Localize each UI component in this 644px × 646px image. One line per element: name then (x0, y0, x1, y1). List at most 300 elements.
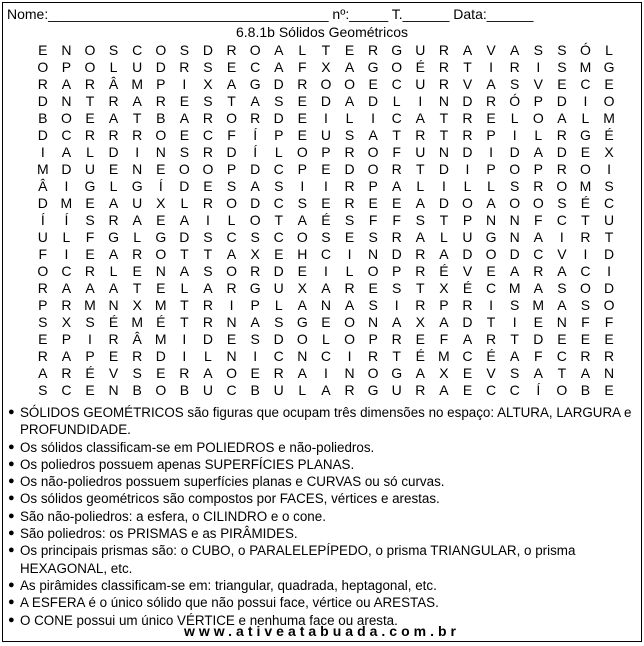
grid-letter[interactable]: O (509, 161, 521, 177)
grid-letter[interactable]: A (533, 280, 543, 296)
grid-letter[interactable]: D (61, 161, 72, 177)
grid-letter[interactable]: N (155, 263, 166, 279)
grid-letter[interactable]: E (462, 365, 473, 381)
grid-letter[interactable]: M (60, 195, 73, 211)
grid-letter[interactable]: I (323, 110, 328, 126)
grid-letter[interactable]: T (581, 212, 590, 228)
grid-letter[interactable]: R (202, 110, 214, 126)
grid-letter[interactable]: M (532, 297, 545, 313)
grid-letter[interactable]: D (509, 144, 520, 160)
grid-letter[interactable]: A (344, 93, 355, 109)
grid-letter[interactable]: O (485, 246, 497, 262)
grid-letter[interactable]: O (296, 229, 308, 245)
grid-letter[interactable]: A (557, 263, 567, 279)
grid-letter[interactable]: O (556, 178, 568, 194)
grid-letter[interactable]: R (250, 263, 261, 279)
grid-letter[interactable]: X (203, 76, 213, 92)
grid-letter[interactable]: F (439, 331, 449, 347)
grid-letter[interactable]: R (580, 348, 591, 364)
grid-letter[interactable]: S (203, 229, 213, 245)
grid-letter[interactable]: I (347, 348, 352, 364)
grid-letter[interactable]: A (439, 246, 449, 262)
grid-letter[interactable]: S (368, 297, 378, 313)
grid-letter[interactable]: L (605, 42, 613, 58)
grid-letter[interactable]: A (392, 178, 402, 194)
grid-letter[interactable]: A (132, 212, 142, 228)
grid-letter[interactable]: D (273, 76, 284, 92)
grid-letter[interactable]: E (557, 76, 567, 92)
grid-letter[interactable]: T (604, 229, 614, 245)
grid-letter[interactable]: R (462, 127, 473, 143)
grid-letter[interactable]: I (441, 178, 446, 194)
grid-letter[interactable]: D (462, 314, 473, 330)
grid-letter[interactable]: S (85, 314, 95, 330)
grid-letter[interactable]: O (84, 59, 96, 75)
grid-letter[interactable]: Â (132, 331, 142, 347)
grid-letter[interactable]: S (510, 178, 520, 194)
grid-letter[interactable]: P (321, 144, 331, 160)
grid-letter[interactable]: O (509, 195, 521, 211)
grid-letter[interactable]: U (84, 161, 96, 177)
grid-letter[interactable]: R (132, 127, 143, 143)
grid-letter[interactable]: O (391, 59, 403, 75)
grid-letter[interactable]: E (38, 42, 48, 58)
grid-letter[interactable]: D (438, 161, 449, 177)
grid-letter[interactable]: A (179, 212, 190, 228)
grid-letter[interactable]: O (37, 59, 49, 75)
grid-letter[interactable]: A (61, 348, 72, 364)
grid-letter[interactable]: C (320, 348, 331, 364)
grid-letter[interactable]: D (273, 331, 284, 347)
grid-letter[interactable]: U (415, 144, 426, 160)
grid-letter[interactable]: E (368, 280, 378, 296)
grid-letter[interactable]: P (486, 161, 496, 177)
grid-letter[interactable]: D (509, 246, 520, 262)
grid-letter[interactable]: I (536, 59, 541, 75)
grid-letter[interactable]: L (487, 178, 495, 194)
grid-letter[interactable]: T (274, 212, 284, 228)
grid-letter[interactable]: R (108, 331, 119, 347)
grid-letter[interactable]: E (321, 314, 331, 330)
grid-letter[interactable]: A (533, 365, 543, 381)
grid-letter[interactable]: O (296, 144, 308, 160)
grid-letter[interactable]: C (533, 246, 544, 262)
grid-letter[interactable]: C (226, 382, 237, 398)
grid-letter[interactable]: A (415, 365, 425, 381)
grid-letter[interactable]: S (557, 59, 567, 75)
grid-letter[interactable]: A (108, 110, 119, 126)
grid-letter[interactable]: I (64, 246, 69, 262)
grid-letter[interactable]: S (203, 93, 213, 109)
grid-letter[interactable]: N (226, 314, 237, 330)
grid-letter[interactable]: D (344, 161, 355, 177)
grid-letter[interactable]: O (320, 76, 332, 92)
grid-letter[interactable]: O (37, 263, 49, 279)
grid-letter[interactable]: U (415, 42, 426, 58)
grid-letter[interactable]: D (320, 93, 331, 109)
grid-letter[interactable]: R (415, 127, 426, 143)
grid-letter[interactable]: C (273, 161, 284, 177)
grid-letter[interactable]: E (604, 331, 614, 347)
grid-letter[interactable]: É (462, 280, 473, 296)
grid-letter[interactable]: S (510, 365, 520, 381)
grid-letter[interactable]: S (580, 297, 591, 313)
grid-letter[interactable]: V (462, 263, 473, 279)
grid-letter[interactable]: L (298, 42, 307, 58)
grid-letter[interactable]: R (37, 348, 48, 364)
grid-letter[interactable]: I (182, 331, 187, 347)
grid-letter[interactable]: O (532, 110, 544, 126)
grid-letter[interactable]: A (203, 280, 213, 296)
grid-letter[interactable]: R (132, 348, 143, 364)
grid-letter[interactable]: T (463, 59, 472, 75)
grid-letter[interactable]: U (37, 229, 48, 245)
grid-letter[interactable]: O (178, 161, 190, 177)
grid-letter[interactable]: R (509, 59, 520, 75)
grid-letter[interactable]: R (84, 127, 96, 143)
grid-letter[interactable]: U (391, 382, 402, 398)
grid-letter[interactable]: A (557, 110, 567, 126)
grid-letter[interactable]: R (462, 297, 473, 313)
grid-letter[interactable]: O (84, 42, 96, 58)
grid-letter[interactable]: A (510, 348, 520, 364)
grid-letter[interactable]: A (510, 42, 520, 58)
grid-letter[interactable]: R (391, 331, 402, 347)
grid-letter[interactable]: V (557, 246, 567, 262)
grid-letter[interactable]: X (156, 195, 166, 211)
grid-letter[interactable]: A (415, 229, 425, 245)
grid-letter[interactable]: S (557, 195, 567, 211)
grid-letter[interactable]: D (462, 93, 473, 109)
grid-letter[interactable]: G (249, 76, 261, 92)
grid-letter[interactable]: S (297, 195, 307, 211)
grid-letter[interactable]: C (61, 382, 72, 398)
grid-letter[interactable]: R (108, 212, 119, 228)
grid-letter[interactable]: A (392, 314, 402, 330)
grid-letter[interactable]: R (226, 42, 237, 58)
grid-letter[interactable]: C (391, 110, 402, 126)
grid-letter[interactable]: A (61, 280, 72, 296)
grid-letter[interactable]: L (274, 144, 283, 160)
grid-letter[interactable]: E (226, 59, 237, 75)
grid-letter[interactable]: D (273, 263, 284, 279)
grid-letter[interactable]: M (36, 161, 49, 177)
grid-letter[interactable]: L (581, 110, 590, 126)
grid-letter[interactable]: N (438, 144, 449, 160)
grid-letter[interactable]: I (607, 161, 611, 177)
grid-letter[interactable]: U (415, 76, 426, 92)
grid-letter[interactable]: S (38, 314, 48, 330)
grid-letter[interactable]: Í (536, 382, 541, 398)
grid-letter[interactable]: D (533, 331, 544, 347)
grid-letter[interactable]: R (84, 76, 96, 92)
grid-letter[interactable]: E (415, 331, 425, 347)
grid-letter[interactable]: R (415, 263, 426, 279)
grid-letter[interactable]: T (180, 246, 189, 262)
grid-letter[interactable]: L (322, 331, 330, 347)
grid-letter[interactable]: N (368, 246, 379, 262)
grid-letter[interactable]: I (418, 93, 423, 109)
grid-letter[interactable]: T (180, 314, 189, 330)
grid-letter[interactable]: S (321, 229, 331, 245)
grid-letter[interactable]: T (439, 110, 449, 126)
grid-letter[interactable]: R (580, 229, 591, 245)
grid-letter[interactable]: D (556, 93, 567, 109)
grid-letter[interactable]: A (297, 297, 307, 313)
grid-letter[interactable]: I (64, 178, 69, 194)
grid-letter[interactable]: L (204, 348, 212, 364)
grid-letter[interactable]: É (156, 314, 166, 330)
grid-letter[interactable]: R (391, 229, 402, 245)
grid-letter[interactable]: L (298, 382, 307, 398)
grid-letter[interactable]: O (344, 76, 355, 92)
grid-letter[interactable]: S (604, 178, 614, 194)
grid-letter[interactable]: P (462, 212, 473, 228)
grid-letter[interactable]: P (368, 331, 378, 347)
grid-letter[interactable]: C (603, 195, 615, 211)
grid-letter[interactable]: A (250, 93, 260, 109)
grid-letter[interactable]: L (345, 110, 354, 126)
grid-letter[interactable]: N (556, 314, 567, 330)
grid-letter[interactable]: S (132, 365, 142, 381)
grid-letter[interactable]: D (155, 348, 166, 364)
grid-letter[interactable]: N (108, 382, 119, 398)
grid-letter[interactable]: X (604, 144, 614, 160)
grid-letter[interactable]: D (250, 161, 261, 177)
grid-letter[interactable]: E (604, 76, 614, 92)
grid-letter[interactable]: F (85, 229, 95, 245)
grid-letter[interactable]: G (131, 178, 143, 194)
grid-letter[interactable]: É (604, 127, 614, 143)
grid-letter[interactable]: G (155, 229, 167, 245)
grid-letter[interactable]: R (37, 280, 48, 296)
grid-letter[interactable]: G (603, 59, 615, 75)
grid-letter[interactable]: D (462, 246, 473, 262)
grid-letter[interactable]: C (556, 212, 567, 228)
grid-letter[interactable]: G (391, 42, 403, 58)
grid-letter[interactable]: R (344, 280, 355, 296)
grid-letter[interactable]: Í (253, 127, 258, 143)
grid-letter[interactable]: P (297, 161, 307, 177)
grid-letter[interactable]: A (108, 195, 119, 211)
grid-letter[interactable]: R (132, 246, 143, 262)
grid-letter[interactable]: R (415, 246, 426, 262)
grid-letter[interactable]: A (533, 144, 543, 160)
grid-letter[interactable]: E (156, 365, 166, 381)
grid-letter[interactable]: O (155, 42, 167, 58)
grid-letter[interactable]: L (109, 178, 118, 194)
grid-letter[interactable]: E (604, 382, 614, 398)
grid-letter[interactable]: C (320, 246, 331, 262)
grid-letter[interactable]: F (368, 212, 378, 228)
grid-letter[interactable]: P (274, 127, 284, 143)
grid-letter[interactable]: E (368, 195, 378, 211)
grid-letter[interactable]: F (298, 59, 307, 75)
grid-letter[interactable]: L (109, 59, 118, 75)
grid-letter[interactable]: E (297, 110, 307, 126)
grid-letter[interactable]: I (465, 161, 470, 177)
grid-letter[interactable]: L (133, 229, 142, 245)
grid-letter[interactable]: A (108, 246, 119, 262)
grid-letter[interactable]: L (86, 144, 94, 160)
grid-letter[interactable]: A (226, 76, 237, 92)
grid-letter[interactable]: T (439, 127, 449, 143)
grid-letter[interactable]: X (61, 314, 72, 330)
grid-letter[interactable]: S (557, 280, 567, 296)
grid-letter[interactable]: M (131, 314, 143, 330)
grid-letter[interactable]: O (226, 263, 237, 279)
grid-letter[interactable]: E (486, 263, 496, 279)
grid-letter[interactable]: R (179, 365, 190, 381)
grid-letter[interactable]: T (392, 127, 401, 143)
grid-letter[interactable]: F (392, 144, 401, 160)
grid-letter[interactable]: O (155, 382, 167, 398)
grid-letter[interactable]: G (108, 229, 120, 245)
grid-letter[interactable]: O (226, 365, 237, 381)
grid-letter[interactable]: E (85, 195, 95, 211)
grid-letter[interactable]: S (392, 280, 402, 296)
grid-letter[interactable]: É (415, 348, 425, 364)
grid-letter[interactable]: S (179, 144, 190, 160)
grid-letter[interactable]: I (583, 246, 588, 262)
grid-letter[interactable]: I (512, 314, 517, 330)
grid-letter[interactable]: R (202, 144, 214, 160)
grid-letter[interactable]: S (108, 42, 119, 58)
grid-letter[interactable]: T (557, 365, 567, 381)
grid-letter[interactable]: R (108, 93, 119, 109)
grid-letter[interactable]: D (179, 178, 190, 194)
grid-letter[interactable]: L (416, 178, 425, 194)
grid-letter[interactable]: V (486, 42, 496, 58)
grid-letter[interactable]: S (274, 314, 284, 330)
grid-letter[interactable]: N (61, 93, 72, 109)
grid-letter[interactable]: V (462, 76, 473, 92)
grid-letter[interactable]: S (250, 229, 260, 245)
grid-letter[interactable]: P (533, 93, 543, 109)
grid-letter[interactable]: S (533, 42, 543, 58)
grid-letter[interactable]: C (273, 229, 284, 245)
grid-letter[interactable]: E (580, 144, 591, 160)
grid-letter[interactable]: R (486, 93, 497, 109)
grid-letter[interactable]: D (391, 246, 402, 262)
grid-letter[interactable]: N (108, 297, 119, 313)
grid-letter[interactable]: L (463, 178, 472, 194)
grid-letter[interactable]: L (510, 110, 519, 126)
grid-letter[interactable]: F (533, 212, 543, 228)
grid-letter[interactable]: R (202, 195, 214, 211)
grid-letter[interactable]: T (203, 246, 213, 262)
grid-letter[interactable]: I (40, 144, 45, 160)
grid-letter[interactable]: O (367, 263, 379, 279)
grid-letter[interactable]: C (462, 348, 473, 364)
grid-letter[interactable]: L (227, 212, 236, 228)
grid-letter[interactable]: C (273, 348, 284, 364)
grid-letter[interactable]: S (510, 297, 520, 313)
grid-letter[interactable]: A (297, 365, 307, 381)
grid-letter[interactable]: D (37, 195, 48, 211)
grid-letter[interactable]: O (226, 195, 237, 211)
grid-letter[interactable]: O (202, 161, 214, 177)
grid-letter[interactable]: C (202, 127, 214, 143)
grid-letter[interactable]: I (182, 76, 187, 92)
grid-letter[interactable]: I (253, 348, 258, 364)
grid-letter[interactable]: É (486, 348, 496, 364)
grid-letter[interactable]: S (250, 331, 260, 347)
grid-letter[interactable]: A (226, 246, 237, 262)
grid-letter[interactable]: O (344, 331, 355, 347)
grid-letter[interactable]: V (533, 76, 543, 92)
grid-letter[interactable]: A (486, 195, 496, 211)
grid-letter[interactable]: Í (253, 144, 258, 160)
grid-letter[interactable]: Í (158, 178, 163, 194)
grid-letter[interactable]: V (108, 365, 119, 381)
grid-letter[interactable]: S (415, 212, 425, 228)
grid-letter[interactable]: O (226, 110, 237, 126)
grid-letter[interactable]: L (274, 297, 283, 313)
grid-letter[interactable]: S (368, 229, 378, 245)
grid-letter[interactable]: B (156, 110, 166, 126)
grid-letter[interactable]: I (88, 331, 92, 347)
grid-letter[interactable]: S (274, 178, 284, 194)
grid-letter[interactable]: A (85, 280, 95, 296)
grid-letter[interactable]: L (109, 263, 118, 279)
grid-letter[interactable]: Â (38, 178, 48, 194)
grid-letter[interactable]: N (155, 144, 166, 160)
grid-letter[interactable]: U (273, 280, 284, 296)
grid-letter[interactable]: C (391, 76, 402, 92)
grid-letter[interactable]: G (391, 365, 403, 381)
grid-letter[interactable]: É (321, 212, 331, 228)
grid-letter[interactable]: C (486, 280, 497, 296)
grid-letter[interactable]: E (179, 127, 190, 143)
grid-letter[interactable]: O (296, 331, 308, 347)
grid-letter[interactable]: L (180, 195, 189, 211)
grid-letter[interactable]: D (603, 280, 615, 296)
grid-letter[interactable]: T (132, 110, 142, 126)
grid-letter[interactable]: C (250, 59, 261, 75)
grid-letter[interactable]: D (250, 195, 261, 211)
grid-letter[interactable]: R (61, 365, 72, 381)
grid-letter[interactable]: E (392, 195, 402, 211)
grid-letter[interactable]: E (297, 263, 307, 279)
grid-letter[interactable]: E (274, 246, 284, 262)
grid-letter[interactable]: E (38, 331, 48, 347)
grid-letter[interactable]: I (489, 297, 494, 313)
grid-letter[interactable]: A (415, 110, 425, 126)
grid-letter[interactable]: A (321, 382, 331, 398)
grid-letter[interactable]: E (344, 229, 355, 245)
grid-letter[interactable]: H (297, 246, 308, 262)
grid-letter[interactable]: É (580, 195, 591, 211)
grid-letter[interactable]: D (438, 195, 449, 211)
grid-letter[interactable]: I (323, 365, 328, 381)
grid-letter[interactable]: U (462, 229, 473, 245)
grid-letter[interactable]: E (486, 110, 496, 126)
grid-letter[interactable]: D (108, 144, 119, 160)
grid-letter[interactable]: C (486, 382, 497, 398)
grid-letter[interactable]: T (416, 161, 425, 177)
grid-letter[interactable]: M (84, 297, 96, 313)
grid-letter[interactable]: C (132, 42, 143, 58)
grid-letter[interactable]: R (297, 76, 308, 92)
grid-letter[interactable]: É (439, 263, 449, 279)
grid-letter[interactable]: E (250, 365, 260, 381)
grid-letter[interactable]: R (179, 59, 190, 75)
grid-letter[interactable]: E (368, 76, 378, 92)
grid-letter[interactable]: U (132, 195, 143, 211)
grid-letter[interactable]: R (368, 42, 379, 58)
grid-letter[interactable]: N (226, 348, 237, 364)
